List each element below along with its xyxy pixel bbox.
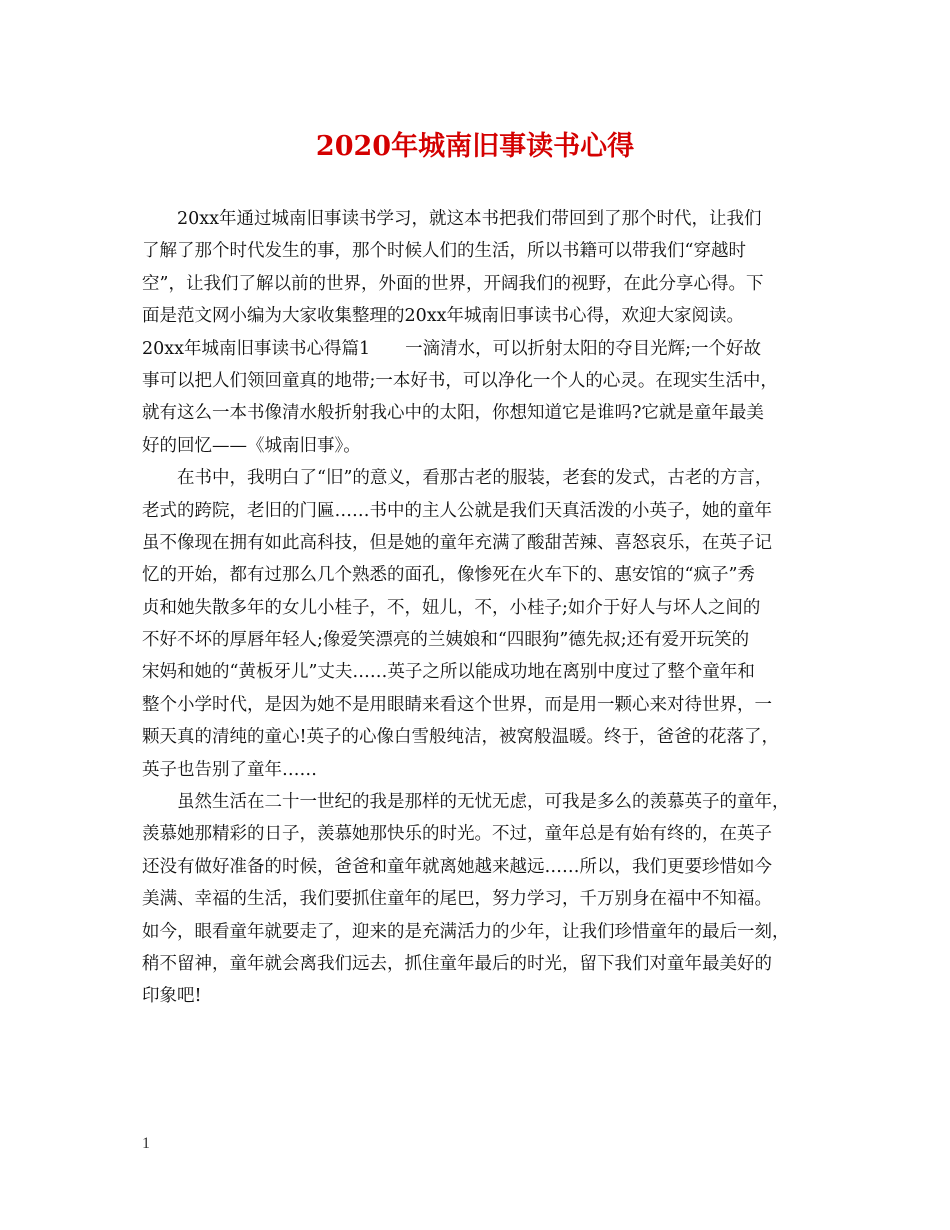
text-line: 贞和她失散多年的女儿小桂子，不，妞儿，不，小桂子;如介于好人与坏人之间的 xyxy=(142,597,761,618)
text-line: 好的回忆——《城南旧事》。 xyxy=(142,435,361,456)
text-line: 20xx年城南旧事读书心得篇1 一滴清水，可以折射太阳的夺目光辉;一个好故 xyxy=(142,338,762,359)
text-line: 就有这么一本书像清水般折射我心中的太阳，你想知道它是谁吗?它就是童年最美 xyxy=(142,403,764,424)
text-line: 事可以把人们领回童真的地带;一本好书，可以净化一个人的心灵。在现实生活中， xyxy=(142,370,778,391)
text-line: 在书中，我明白了“旧”的意义，看那古老的服装，老套的发式，古老的方言， xyxy=(177,468,773,489)
text-line: 还没有做好准备的时候，爸爸和童年就离她越来越远……所以，我们更要珍惜如今 xyxy=(142,856,772,877)
text-line: 面是范文网小编为大家收集整理的20xx年城南旧事读书心得，欢迎大家阅读。 xyxy=(142,306,745,327)
text-line: 美满、幸福的生活，我们要抓住童年的尾巴，努力学习，千万别身在福中不知福。 xyxy=(142,889,772,910)
document-title: 2020年城南旧事读书心得 xyxy=(315,131,635,162)
text-line: 了解了那个时代发生的事，那个时候人们的生活，所以书籍可以带我们“穿越时 xyxy=(142,241,746,262)
text-line: 虽然生活在二十一世纪的我是那样的无忧无虑，可我是多么的羡慕英子的童年， xyxy=(177,792,790,813)
text-line: 整个小学时代，是因为她不是用眼睛来看这个世界，而是用一颗心来对待世界，一 xyxy=(142,694,772,715)
document-body xyxy=(142,203,832,1013)
page-number: 1 xyxy=(142,1135,150,1152)
text-line: 如今，眼看童年就要走了，迎来的是充满活力的少年，让我们珍惜童年的最后一刻， xyxy=(142,921,790,942)
text-line: 虽不像现在拥有如此高科技，但是她的童年充满了酸甜苦辣、喜怒哀乐，在英子记 xyxy=(142,532,772,553)
text-line: 印象吧! xyxy=(142,986,202,1007)
text-line: 宋妈和她的“黄板牙儿”丈夫……英子之所以能成功地在离别中度过了整个童年和 xyxy=(142,662,755,683)
text-line: 20xx年通过城南旧事读书学习，就这本书把我们带回到了那个时代，让我们 xyxy=(177,209,762,229)
text-line: 空”，让我们了解以前的世界，外面的世界，开阔我们的视野，在此分享心得。下 xyxy=(142,273,764,294)
text-line: 羡慕她那精彩的日子，羡慕她那快乐的时光。不过，童年总是有始有终的，在英子 xyxy=(142,824,772,845)
text-line: 颗天真的清纯的童心!英子的心像白雪般纯洁，被窝般温暖。终于，爸爸的花落了， xyxy=(142,727,780,748)
text-line: 英子也告别了童年…… xyxy=(142,759,317,780)
text-line: 不好不坏的厚唇年轻人;像爱笑漂亮的兰姨娘和“四眼狗”德先叔;还有爱开玩笑的 xyxy=(142,630,750,651)
text-line: 老式的跨院，老旧的门匾……书中的主人公就是我们天真活泼的小英子，她的童年 xyxy=(142,500,772,521)
text-line: 稍不留神，童年就会离我们远去，抓住童年最后的时光，留下我们对童年最美好的 xyxy=(142,953,772,974)
text-line: 忆的开始，都有过那么几个熟悉的面孔，像惨死在火车下的、惠安馆的“疯子”秀 xyxy=(142,565,755,586)
